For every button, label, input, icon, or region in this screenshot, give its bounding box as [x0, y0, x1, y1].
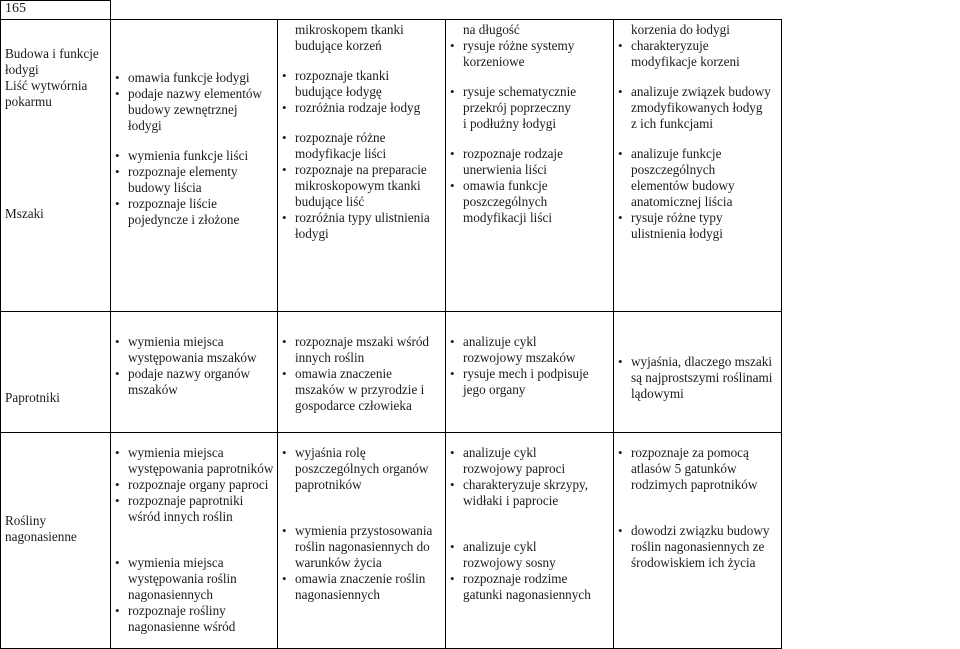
- bullet-item: • charakteryzuje skrzypy,: [450, 477, 609, 493]
- bullet-item: • rozpoznaje elementy: [115, 164, 273, 180]
- bullet-item: • rysuje różne systemy: [450, 38, 609, 54]
- topic-cell: [1, 312, 111, 433]
- requirement-block: [115, 70, 273, 134]
- item-continuation: budowy zewnętrznej: [115, 102, 273, 118]
- item-continuation: występowania paprotników: [115, 461, 273, 477]
- requirement-cell: [111, 20, 278, 312]
- item-continuation: nagonasiennych: [282, 587, 441, 603]
- item-continuation: gospodarce człowieka: [282, 398, 441, 414]
- requirement-block: [618, 22, 777, 70]
- bullet-item: • rozpoznaje na preparacie: [282, 162, 441, 178]
- item-continuation: i podłużny łodygi: [450, 116, 609, 132]
- requirement-block: [618, 146, 777, 242]
- item-continuation: paprotników: [282, 477, 441, 493]
- bullet-item: • rysuje schematycznie: [450, 84, 609, 100]
- item-continuation: atlasów 5 gatunków: [618, 461, 777, 477]
- requirement-cell: [446, 433, 614, 649]
- requirement-cell: [111, 312, 278, 433]
- topic-text: Mszaki: [5, 206, 106, 222]
- requirement-block: [115, 555, 273, 635]
- requirement-block: [450, 22, 609, 70]
- item-continuation: unerwienia liści: [450, 162, 609, 178]
- item-continuation: mikroskopowym tkanki: [282, 178, 441, 194]
- requirement-block: [115, 334, 273, 398]
- topic-block: [5, 206, 106, 222]
- item-continuation: roślin nagonasiennych do: [282, 539, 441, 555]
- item-continuation: mszaków w przyrodzie i: [282, 382, 441, 398]
- item-continuation: poszczególnych organów: [282, 461, 441, 477]
- requirement-block: [282, 334, 441, 414]
- bullet-item: • omawia funkcje łodygi: [115, 70, 273, 86]
- item-continuation: modyfikacji liści: [450, 210, 609, 226]
- topic-text: łodygi: [5, 62, 106, 78]
- item-continuation: mszaków: [115, 382, 273, 398]
- item-continuation: budujące korzeń: [282, 38, 441, 54]
- item-continuation: jego organy: [450, 382, 609, 398]
- requirement-block: [618, 523, 777, 571]
- bullet-item: • analizuje cykl: [450, 445, 609, 461]
- requirement-cell: [278, 433, 446, 649]
- item-continuation: ulistnienia łodygi: [618, 226, 777, 242]
- topic-block: [5, 46, 106, 78]
- item-continuation: przekrój poprzeczny: [450, 100, 609, 116]
- bullet-item: • wymienia miejsca: [115, 555, 273, 571]
- bullet-item: • omawia znaczenie roślin: [282, 571, 441, 587]
- requirement-block: [115, 445, 273, 525]
- requirement-block: [282, 22, 441, 54]
- item-continuation: widłaki i paprocie: [450, 493, 609, 509]
- item-continuation: na długość: [450, 22, 609, 38]
- bullet-item: • rysuje różne typy: [618, 210, 777, 226]
- requirement-block: [115, 148, 273, 228]
- requirement-cell: [111, 433, 278, 649]
- item-continuation: gatunki nagonasiennych: [450, 587, 609, 603]
- requirement-block: [450, 445, 609, 509]
- requirement-cell: [614, 433, 782, 649]
- bullet-item: • analizuje cykl: [450, 334, 609, 350]
- requirement-block: [282, 68, 441, 116]
- requirement-block: [450, 146, 609, 226]
- requirement-block: [618, 84, 777, 132]
- requirement-cell: [614, 20, 782, 312]
- item-continuation: budujące liść: [282, 194, 441, 210]
- item-continuation: innych roślin: [282, 350, 441, 366]
- bullet-item: • rozpoznaje za pomocą: [618, 445, 777, 461]
- item-continuation: anatomicznej liścia: [618, 194, 777, 210]
- bullet-item: • rozpoznaje rodzaje: [450, 146, 609, 162]
- requirement-block: [618, 445, 777, 493]
- item-continuation: roślin nagonasiennych ze: [618, 539, 777, 555]
- bullet-item: • analizuje związek budowy: [618, 84, 777, 100]
- item-continuation: elementów budowy: [618, 178, 777, 194]
- item-continuation: rozwojowy sosny: [450, 555, 609, 571]
- bullet-item: • wyjaśnia rolę: [282, 445, 441, 461]
- item-continuation: łodygi: [282, 226, 441, 242]
- requirement-cell: [446, 312, 614, 433]
- topic-cell: [1, 433, 111, 649]
- topic-block: [5, 390, 106, 406]
- bullet-item: • rozpoznaje liście: [115, 196, 273, 212]
- item-continuation: modyfikacje korzeni: [618, 54, 777, 70]
- bullet-item: • rozpoznaje tkanki: [282, 68, 441, 84]
- bullet-item: • wymienia miejsca: [115, 445, 273, 461]
- item-continuation: rozwojowy paproci: [450, 461, 609, 477]
- topic-text: Rośliny: [5, 513, 106, 529]
- topic-text: nagonasienne: [5, 529, 106, 545]
- bullet-item: • charakteryzuje: [618, 38, 777, 54]
- topic-text: Budowa i funkcje: [5, 46, 106, 62]
- bullet-item: • analizuje cykl: [450, 539, 609, 555]
- bullet-item: • omawia funkcje: [450, 178, 609, 194]
- bullet-item: • rozpoznaje organy paproci: [115, 477, 273, 493]
- item-continuation: nagonasiennych: [115, 587, 273, 603]
- bullet-item: • rozpoznaje rodzime: [450, 571, 609, 587]
- topic-text: Liść wytwórnia: [5, 78, 106, 94]
- table-row: [1, 433, 960, 649]
- requirement-block: [450, 539, 609, 603]
- topic-text: Paprotniki: [5, 390, 106, 406]
- requirement-cell: [614, 312, 782, 433]
- requirement-cell: [278, 20, 446, 312]
- table-row: [1, 312, 960, 433]
- item-continuation: wśród innych roślin: [115, 509, 273, 525]
- requirement-block: [618, 354, 777, 402]
- requirement-block: [450, 334, 609, 398]
- item-continuation: mikroskopem tkanki: [282, 22, 441, 38]
- bullet-item: • wyjaśnia, dlaczego mszaki: [618, 354, 777, 370]
- requirement-block: [282, 445, 441, 493]
- bullet-item: • podaje nazwy elementów: [115, 86, 273, 102]
- bullet-item: • wymienia funkcje liści: [115, 148, 273, 164]
- topic-block: [5, 513, 106, 545]
- page-number: 165: [1, 1, 111, 20]
- bullet-item: • omawia znaczenie: [282, 366, 441, 382]
- item-continuation: występowania roślin: [115, 571, 273, 587]
- topic-block: [5, 78, 106, 110]
- item-continuation: nagonasienne wśród: [115, 619, 273, 635]
- item-continuation: lądowymi: [618, 386, 777, 402]
- item-continuation: z ich funkcjami: [618, 116, 777, 132]
- item-continuation: poszczególnych: [618, 162, 777, 178]
- bullet-item: • podaje nazwy organów: [115, 366, 273, 382]
- item-continuation: warunków życia: [282, 555, 441, 571]
- topic-text: pokarmu: [5, 94, 106, 110]
- bullet-item: • rozróżnia typy ulistnienia: [282, 210, 441, 226]
- bullet-item: • analizuje funkcje: [618, 146, 777, 162]
- bullet-item: • rozpoznaje rośliny: [115, 603, 273, 619]
- requirement-block: [282, 523, 441, 603]
- requirement-block: [450, 84, 609, 132]
- bullet-item: • wymienia przystosowania: [282, 523, 441, 539]
- requirement-cell: [446, 20, 614, 312]
- item-continuation: budowy liścia: [115, 180, 273, 196]
- bullet-item: • dowodzi związku budowy: [618, 523, 777, 539]
- bullet-item: • rozróżnia rodzaje łodyg: [282, 100, 441, 116]
- item-continuation: korzeniowe: [450, 54, 609, 70]
- item-continuation: korzenia do łodygi: [618, 22, 777, 38]
- item-continuation: są najprostszymi roślinami: [618, 370, 777, 386]
- item-continuation: rozwojowy mszaków: [450, 350, 609, 366]
- item-continuation: budujące łodygę: [282, 84, 441, 100]
- item-continuation: poszczególnych: [450, 194, 609, 210]
- item-continuation: zmodyfikowanych łodyg: [618, 100, 777, 116]
- bullet-item: • rysuje mech i podpisuje: [450, 366, 609, 382]
- requirement-block: [282, 130, 441, 242]
- table-row: [1, 20, 960, 312]
- requirement-cell: [278, 312, 446, 433]
- item-continuation: środowiskiem ich życia: [618, 555, 777, 571]
- bullet-item: • rozpoznaje różne: [282, 130, 441, 146]
- item-continuation: rodzimych paprotników: [618, 477, 777, 493]
- item-continuation: łodygi: [115, 118, 273, 134]
- topic-cell: [1, 20, 111, 312]
- bullet-item: • wymienia miejsca: [115, 334, 273, 350]
- item-continuation: występowania mszaków: [115, 350, 273, 366]
- bullet-item: • rozpoznaje paprotniki: [115, 493, 273, 509]
- bullet-item: • rozpoznaje mszaki wśród: [282, 334, 441, 350]
- item-continuation: pojedyncze i złożone: [115, 212, 273, 228]
- item-continuation: modyfikacje liści: [282, 146, 441, 162]
